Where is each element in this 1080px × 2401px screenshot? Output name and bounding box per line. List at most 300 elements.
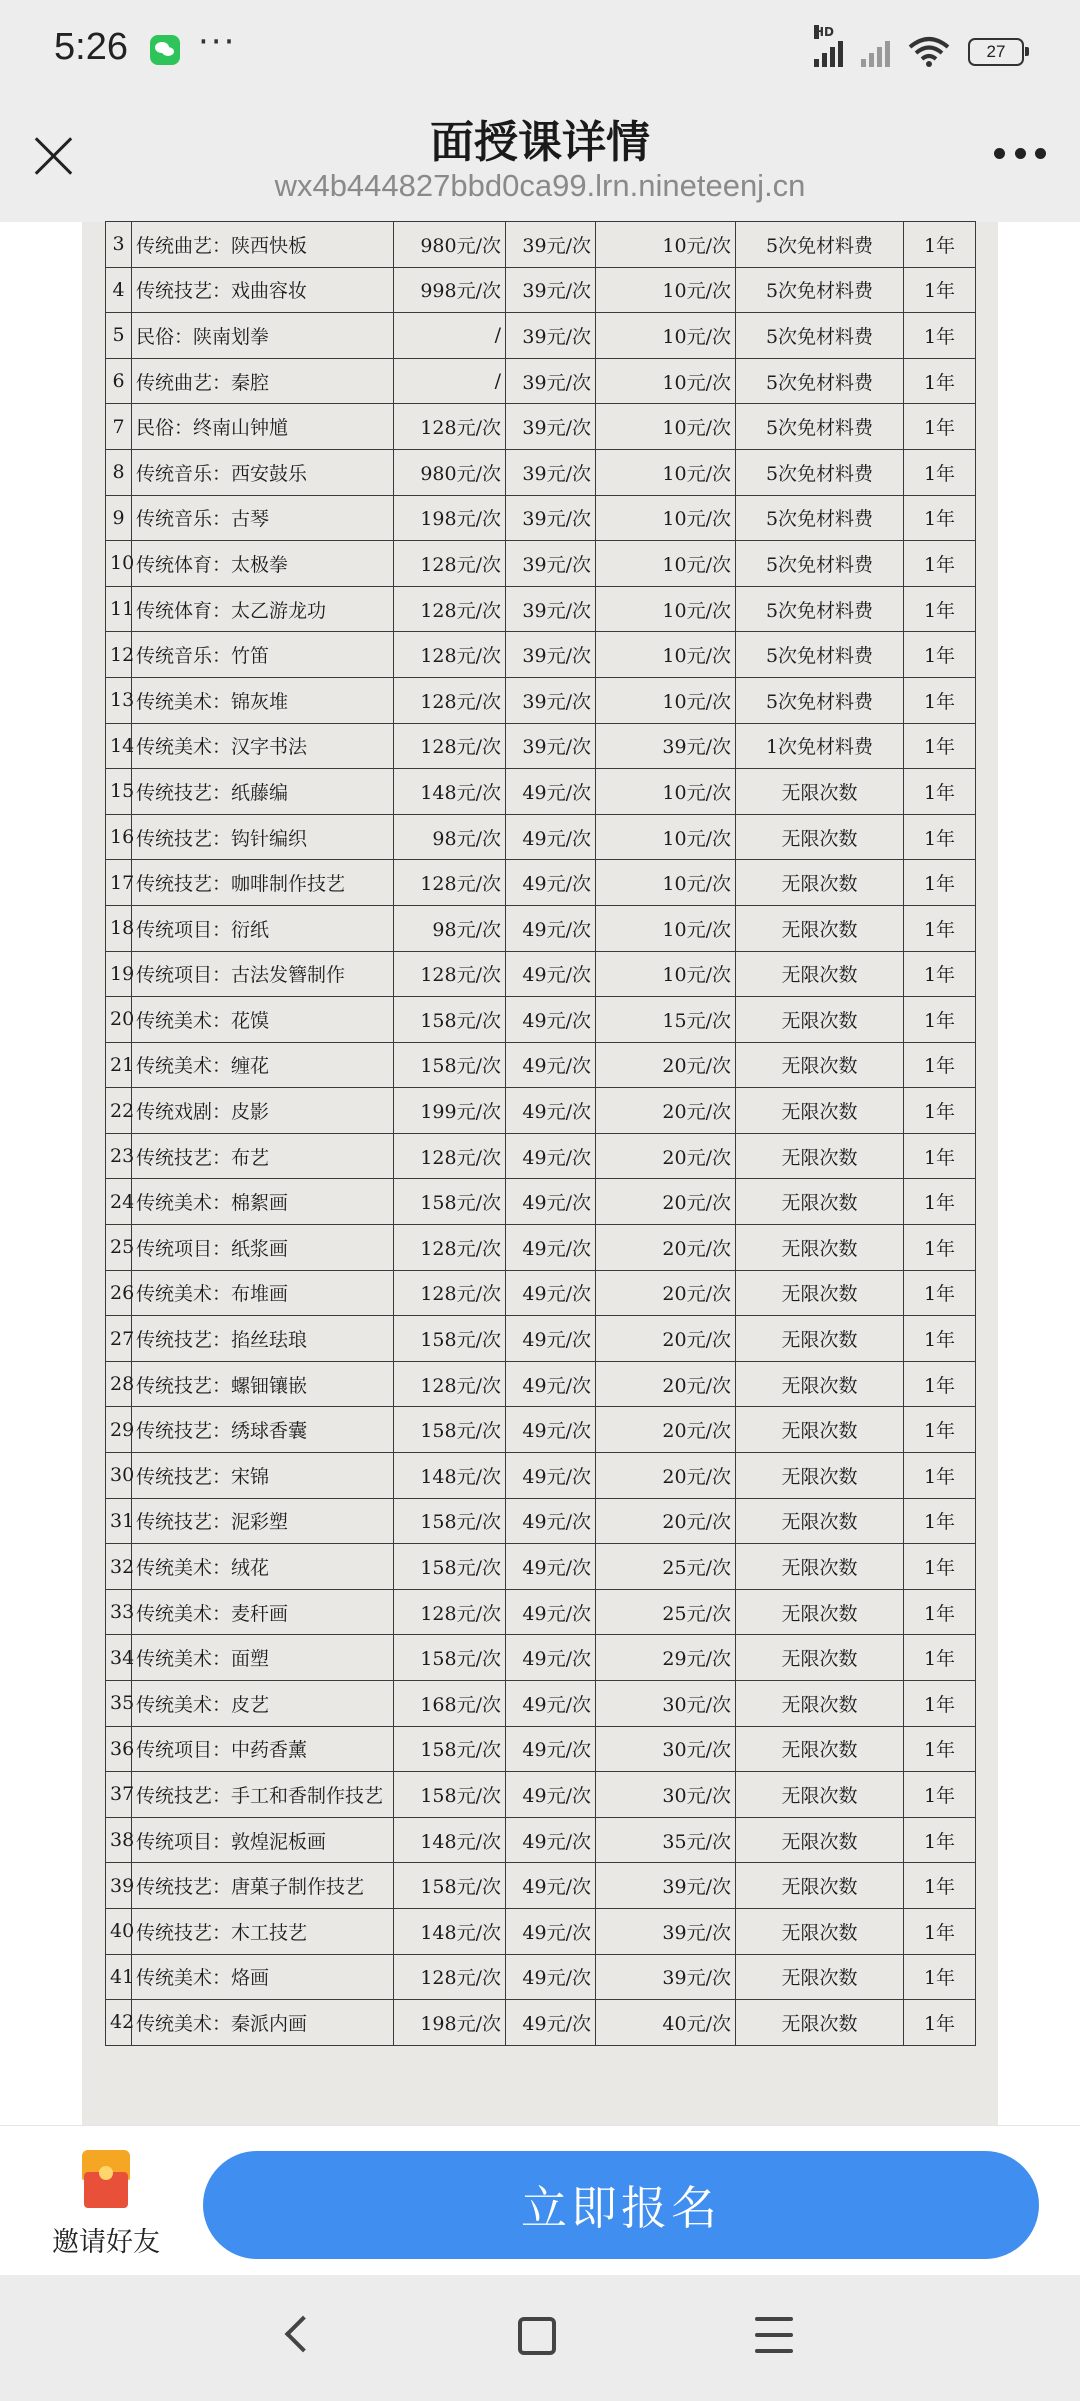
member-price: 39元/次	[506, 677, 596, 723]
validity-term: 1年	[904, 951, 976, 997]
validity-term: 1年	[904, 1726, 976, 1772]
table-row	[106, 2000, 976, 2046]
signup-button[interactable]: 立即报名	[203, 2151, 1039, 2259]
material-times: 5次免材料费	[736, 358, 904, 404]
red-envelope-icon	[82, 2150, 130, 2208]
material-times: 5次免材料费	[736, 313, 904, 359]
network-label: HD	[814, 25, 835, 39]
material-fee: 10元/次	[596, 449, 736, 495]
status-time: 5:26	[54, 26, 128, 68]
table-row	[106, 997, 976, 1043]
row-number: 37	[106, 1772, 132, 1818]
course-price: 148元/次	[394, 1908, 506, 1954]
table-row	[106, 1681, 976, 1727]
material-times: 无限次数	[736, 1498, 904, 1544]
material-times: 无限次数	[736, 1225, 904, 1271]
course-name: 传统技艺：绣球香囊	[132, 1407, 394, 1453]
course-name: 传统技艺：宋锦	[132, 1453, 394, 1499]
material-fee: 35元/次	[596, 1817, 736, 1863]
material-times: 5次免材料费	[736, 677, 904, 723]
material-fee: 20元/次	[596, 1088, 736, 1134]
wechat-icon	[150, 35, 180, 65]
row-number: 14	[106, 723, 132, 769]
table-row	[106, 1088, 976, 1134]
material-times: 无限次数	[736, 1316, 904, 1362]
material-fee: 20元/次	[596, 1316, 736, 1362]
table-row	[106, 1316, 976, 1362]
row-number: 5	[106, 313, 132, 359]
member-price: 39元/次	[506, 723, 596, 769]
validity-term: 1年	[904, 1225, 976, 1271]
row-number: 31	[106, 1498, 132, 1544]
row-number: 39	[106, 1863, 132, 1909]
table-row	[106, 1635, 976, 1681]
member-price: 49元/次	[506, 1316, 596, 1362]
member-price: 39元/次	[506, 267, 596, 313]
row-number: 25	[106, 1225, 132, 1271]
member-price: 49元/次	[506, 951, 596, 997]
course-name: 传统美术：绒花	[132, 1544, 394, 1590]
material-fee: 10元/次	[596, 769, 736, 815]
course-name: 传统音乐：古琴	[132, 495, 394, 541]
course-price: 98元/次	[394, 905, 506, 951]
validity-term: 1年	[904, 1681, 976, 1727]
material-fee: 20元/次	[596, 1042, 736, 1088]
table-row	[106, 1498, 976, 1544]
material-fee: 20元/次	[596, 1453, 736, 1499]
material-times: 无限次数	[736, 769, 904, 815]
member-price: 49元/次	[506, 1361, 596, 1407]
table-row	[106, 1544, 976, 1590]
course-price: 998元/次	[394, 267, 506, 313]
validity-term: 1年	[904, 1635, 976, 1681]
material-times: 无限次数	[736, 997, 904, 1043]
battery-icon	[968, 38, 1024, 66]
row-number: 8	[106, 449, 132, 495]
course-name: 传统技艺：木工技艺	[132, 1908, 394, 1954]
member-price: 49元/次	[506, 1589, 596, 1635]
material-times: 无限次数	[736, 1817, 904, 1863]
material-fee: 39元/次	[596, 1908, 736, 1954]
material-times: 5次免材料费	[736, 267, 904, 313]
material-times: 无限次数	[736, 1453, 904, 1499]
status-icons	[814, 25, 1024, 72]
material-fee: 20元/次	[596, 1225, 736, 1271]
validity-term: 1年	[904, 1270, 976, 1316]
material-fee: 20元/次	[596, 1133, 736, 1179]
validity-term: 1年	[904, 1863, 976, 1909]
table-row	[106, 358, 976, 404]
validity-term: 1年	[904, 1817, 976, 1863]
table-row	[106, 1954, 976, 2000]
course-name: 传统美术：皮艺	[132, 1681, 394, 1727]
material-fee: 40元/次	[596, 2000, 736, 2046]
member-price: 49元/次	[506, 1954, 596, 2000]
table-row	[106, 1179, 976, 1225]
validity-term: 1年	[904, 1361, 976, 1407]
course-name: 传统技艺：纸藤编	[132, 769, 394, 815]
member-price: 49元/次	[506, 1908, 596, 1954]
course-price: 128元/次	[394, 1225, 506, 1271]
table-row	[106, 1133, 976, 1179]
material-times: 1次免材料费	[736, 723, 904, 769]
row-number: 36	[106, 1726, 132, 1772]
validity-term: 1年	[904, 1316, 976, 1362]
material-fee: 15元/次	[596, 997, 736, 1043]
material-times: 无限次数	[736, 1407, 904, 1453]
table-row	[106, 404, 976, 450]
member-price: 49元/次	[506, 1225, 596, 1271]
member-price: 39元/次	[506, 541, 596, 587]
member-price: 49元/次	[506, 860, 596, 906]
validity-term: 1年	[904, 358, 976, 404]
material-times: 无限次数	[736, 1544, 904, 1590]
member-price: 49元/次	[506, 1544, 596, 1590]
member-price: 49元/次	[506, 1133, 596, 1179]
course-price: 980元/次	[394, 449, 506, 495]
course-price: 199元/次	[394, 1088, 506, 1134]
course-name: 传统项目：古法发簪制作	[132, 951, 394, 997]
material-times: 无限次数	[736, 1589, 904, 1635]
course-name: 传统项目：纸浆画	[132, 1225, 394, 1271]
table-row	[106, 677, 976, 723]
row-number: 24	[106, 1179, 132, 1225]
material-times: 无限次数	[736, 1954, 904, 2000]
course-name: 传统曲艺：陕西快板	[132, 222, 394, 268]
signal-icon	[814, 25, 843, 67]
member-price: 49元/次	[506, 1407, 596, 1453]
table-row	[106, 267, 976, 313]
course-price: 158元/次	[394, 1863, 506, 1909]
row-number: 27	[106, 1316, 132, 1362]
material-fee: 25元/次	[596, 1544, 736, 1590]
course-name: 民俗：终南山钟馗	[132, 404, 394, 450]
table-row	[106, 632, 976, 678]
member-price: 49元/次	[506, 814, 596, 860]
course-name: 传统美术：布堆画	[132, 1270, 394, 1316]
course-price: 128元/次	[394, 1361, 506, 1407]
course-name: 传统美术：缠花	[132, 1042, 394, 1088]
member-price: 39元/次	[506, 449, 596, 495]
validity-term: 1年	[904, 495, 976, 541]
material-fee: 10元/次	[596, 905, 736, 951]
validity-term: 1年	[904, 267, 976, 313]
member-price: 49元/次	[506, 1863, 596, 1909]
table-row	[106, 1225, 976, 1271]
validity-term: 1年	[904, 1589, 976, 1635]
member-price: 39元/次	[506, 358, 596, 404]
course-name: 传统美术：棉絮画	[132, 1179, 394, 1225]
course-price: 158元/次	[394, 997, 506, 1043]
validity-term: 1年	[904, 997, 976, 1043]
material-times: 无限次数	[736, 1042, 904, 1088]
member-price: 39元/次	[506, 313, 596, 359]
row-number: 28	[106, 1361, 132, 1407]
row-number: 10	[106, 541, 132, 587]
back-icon[interactable]	[285, 2316, 322, 2353]
table-row	[106, 449, 976, 495]
material-times: 5次免材料费	[736, 632, 904, 678]
material-fee: 10元/次	[596, 404, 736, 450]
row-number: 34	[106, 1635, 132, 1681]
course-name: 传统体育：太乙游龙功	[132, 586, 394, 632]
validity-term: 1年	[904, 1088, 976, 1134]
validity-term: 1年	[904, 586, 976, 632]
battery-level: 27	[986, 42, 1006, 61]
material-fee: 29元/次	[596, 1635, 736, 1681]
material-times: 5次免材料费	[736, 222, 904, 268]
member-price: 49元/次	[506, 1270, 596, 1316]
invite-label: 邀请好友	[52, 2227, 160, 2258]
course-name: 传统技艺：钩针编织	[132, 814, 394, 860]
validity-term: 1年	[904, 1407, 976, 1453]
validity-term: 1年	[904, 632, 976, 678]
material-fee: 30元/次	[596, 1681, 736, 1727]
member-price: 49元/次	[506, 1772, 596, 1818]
table-row	[106, 1270, 976, 1316]
row-number: 33	[106, 1589, 132, 1635]
content-scroll-area[interactable]	[0, 222, 1080, 2125]
course-price: 158元/次	[394, 1544, 506, 1590]
status-bar	[0, 0, 1080, 100]
material-times: 无限次数	[736, 1133, 904, 1179]
material-times: 5次免材料费	[736, 586, 904, 632]
validity-term: 1年	[904, 1453, 976, 1499]
course-price: 128元/次	[394, 404, 506, 450]
table-row	[106, 586, 976, 632]
row-number: 17	[106, 860, 132, 906]
course-price: 168元/次	[394, 1681, 506, 1727]
course-price: 980元/次	[394, 222, 506, 268]
member-price: 39元/次	[506, 404, 596, 450]
course-price: 128元/次	[394, 723, 506, 769]
table-row	[106, 1042, 976, 1088]
validity-term: 1年	[904, 814, 976, 860]
material-fee: 10元/次	[596, 860, 736, 906]
material-fee: 39元/次	[596, 1863, 736, 1909]
table-row	[106, 1863, 976, 1909]
table-row	[106, 222, 976, 268]
course-price: 158元/次	[394, 1635, 506, 1681]
course-price: 128元/次	[394, 632, 506, 678]
course-name: 传统美术：秦派内画	[132, 2000, 394, 2046]
more-notifications-icon: ···	[198, 22, 237, 62]
material-times: 无限次数	[736, 1179, 904, 1225]
course-name: 传统技艺：戏曲容妆	[132, 267, 394, 313]
validity-term: 1年	[904, 1179, 976, 1225]
member-price: 49元/次	[506, 2000, 596, 2046]
fee-table-image	[82, 222, 998, 2125]
home-icon[interactable]	[518, 2317, 556, 2355]
member-price: 39元/次	[506, 222, 596, 268]
course-price: 158元/次	[394, 1042, 506, 1088]
material-fee: 10元/次	[596, 222, 736, 268]
row-number: 26	[106, 1270, 132, 1316]
wifi-icon	[908, 37, 950, 67]
material-fee: 25元/次	[596, 1589, 736, 1635]
validity-term: 1年	[904, 1954, 976, 2000]
course-name: 传统技艺：布艺	[132, 1133, 394, 1179]
course-name: 传统美术：烙画	[132, 1954, 394, 2000]
material-times: 无限次数	[736, 1681, 904, 1727]
fee-table	[105, 221, 976, 2046]
material-times: 无限次数	[736, 2000, 904, 2046]
material-times: 无限次数	[736, 951, 904, 997]
table-row	[106, 951, 976, 997]
member-price: 49元/次	[506, 997, 596, 1043]
row-number: 7	[106, 404, 132, 450]
validity-term: 1年	[904, 677, 976, 723]
validity-term: 1年	[904, 1772, 976, 1818]
material-times: 无限次数	[736, 1863, 904, 1909]
row-number: 30	[106, 1453, 132, 1499]
course-price: /	[394, 313, 506, 359]
table-row	[106, 723, 976, 769]
material-times: 无限次数	[736, 1908, 904, 1954]
material-fee: 39元/次	[596, 723, 736, 769]
invite-friends-button[interactable]	[46, 2150, 166, 2260]
course-name: 传统美术：面塑	[132, 1635, 394, 1681]
row-number: 32	[106, 1544, 132, 1590]
material-fee: 30元/次	[596, 1772, 736, 1818]
course-price: 128元/次	[394, 951, 506, 997]
row-number: 41	[106, 1954, 132, 2000]
validity-term: 1年	[904, 723, 976, 769]
row-number: 6	[106, 358, 132, 404]
course-price: 158元/次	[394, 1726, 506, 1772]
course-price: 148元/次	[394, 1817, 506, 1863]
table-row	[106, 1772, 976, 1818]
validity-term: 1年	[904, 1498, 976, 1544]
course-name: 传统体育：太极拳	[132, 541, 394, 587]
validity-term: 1年	[904, 860, 976, 906]
course-name: 传统技艺：唐菓子制作技艺	[132, 1863, 394, 1909]
material-fee: 10元/次	[596, 951, 736, 997]
course-name: 传统项目：衍纸	[132, 905, 394, 951]
validity-term: 1年	[904, 1042, 976, 1088]
material-fee: 10元/次	[596, 586, 736, 632]
row-number: 42	[106, 2000, 132, 2046]
table-row	[106, 541, 976, 587]
row-number: 40	[106, 1908, 132, 1954]
material-fee: 10元/次	[596, 814, 736, 860]
course-price: 128元/次	[394, 677, 506, 723]
material-times: 无限次数	[736, 1772, 904, 1818]
material-fee: 10元/次	[596, 267, 736, 313]
course-price: 198元/次	[394, 2000, 506, 2046]
material-times: 5次免材料费	[736, 449, 904, 495]
material-fee: 20元/次	[596, 1270, 736, 1316]
row-number: 21	[106, 1042, 132, 1088]
course-price: 128元/次	[394, 1133, 506, 1179]
signal-off-icon	[861, 37, 890, 67]
row-number: 20	[106, 997, 132, 1043]
page-title: 面授课详情	[430, 117, 650, 168]
course-price: 128元/次	[394, 541, 506, 587]
table-row	[106, 1589, 976, 1635]
system-navigation-bar	[0, 2275, 1080, 2401]
table-row	[106, 1361, 976, 1407]
row-number: 19	[106, 951, 132, 997]
course-name: 传统美术：麦秆画	[132, 1589, 394, 1635]
material-fee: 10元/次	[596, 358, 736, 404]
validity-term: 1年	[904, 541, 976, 587]
material-fee: 39元/次	[596, 1954, 736, 2000]
material-times: 无限次数	[736, 905, 904, 951]
row-number: 12	[106, 632, 132, 678]
row-number: 35	[106, 1681, 132, 1727]
table-row	[106, 495, 976, 541]
material-fee: 30元/次	[596, 1726, 736, 1772]
validity-term: 1年	[904, 222, 976, 268]
validity-term: 1年	[904, 2000, 976, 2046]
table-row	[106, 1817, 976, 1863]
material-fee: 20元/次	[596, 1407, 736, 1453]
validity-term: 1年	[904, 449, 976, 495]
material-fee: 10元/次	[596, 632, 736, 678]
course-name: 传统项目：敦煌泥板画	[132, 1817, 394, 1863]
recent-apps-icon[interactable]	[755, 2317, 793, 2353]
table-row	[106, 905, 976, 951]
course-price: 128元/次	[394, 1270, 506, 1316]
course-name: 传统曲艺：秦腔	[132, 358, 394, 404]
course-name: 传统美术：花馍	[132, 997, 394, 1043]
member-price: 39元/次	[506, 495, 596, 541]
row-number: 9	[106, 495, 132, 541]
material-fee: 20元/次	[596, 1179, 736, 1225]
validity-term: 1年	[904, 313, 976, 359]
course-name: 传统技艺：掐丝珐琅	[132, 1316, 394, 1362]
course-name: 传统美术：汉字书法	[132, 723, 394, 769]
more-options-icon[interactable]	[994, 148, 1046, 162]
material-fee: 10元/次	[596, 541, 736, 587]
material-times: 无限次数	[736, 1726, 904, 1772]
table-row	[106, 1908, 976, 1954]
material-times: 无限次数	[736, 1270, 904, 1316]
course-price: 148元/次	[394, 1453, 506, 1499]
row-number: 15	[106, 769, 132, 815]
course-name: 传统戏剧：皮影	[132, 1088, 394, 1134]
table-row	[106, 814, 976, 860]
course-price: /	[394, 358, 506, 404]
member-price: 49元/次	[506, 1498, 596, 1544]
course-price: 158元/次	[394, 1772, 506, 1818]
course-price: 158元/次	[394, 1316, 506, 1362]
course-price: 128元/次	[394, 586, 506, 632]
course-price: 98元/次	[394, 814, 506, 860]
course-name: 传统美术：锦灰堆	[132, 677, 394, 723]
member-price: 49元/次	[506, 1726, 596, 1772]
course-price: 128元/次	[394, 860, 506, 906]
row-number: 22	[106, 1088, 132, 1134]
course-price: 198元/次	[394, 495, 506, 541]
validity-term: 1年	[904, 1544, 976, 1590]
material-times: 无限次数	[736, 860, 904, 906]
table-row	[106, 1726, 976, 1772]
course-name: 传统技艺：手工和香制作技艺	[132, 1772, 394, 1818]
course-price: 148元/次	[394, 769, 506, 815]
material-times: 5次免材料费	[736, 541, 904, 587]
row-number: 3	[106, 222, 132, 268]
material-times: 无限次数	[736, 1361, 904, 1407]
material-fee: 10元/次	[596, 313, 736, 359]
row-number: 38	[106, 1817, 132, 1863]
member-price: 39元/次	[506, 586, 596, 632]
validity-term: 1年	[904, 1908, 976, 1954]
table-row	[106, 313, 976, 359]
member-price: 49元/次	[506, 1817, 596, 1863]
member-price: 49元/次	[506, 1453, 596, 1499]
